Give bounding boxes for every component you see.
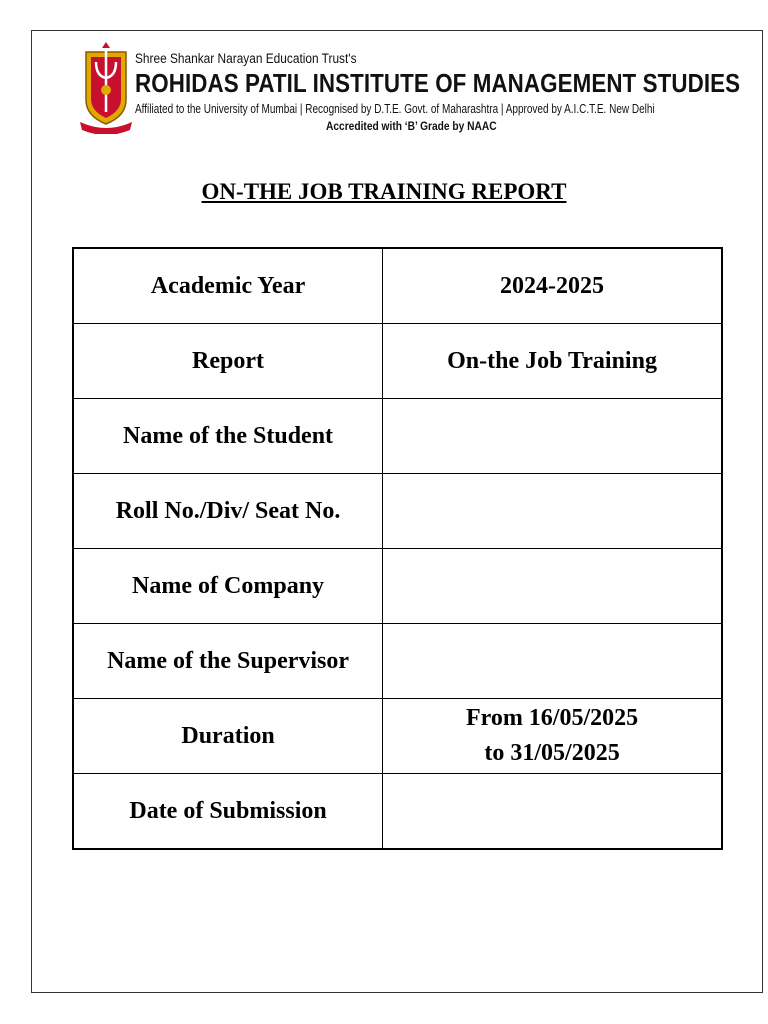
duration-to: to 31/05/2025 bbox=[484, 740, 620, 766]
table-row bbox=[73, 699, 722, 774]
roll-number-value bbox=[383, 474, 722, 549]
report-value: On-the Job Training bbox=[383, 324, 722, 399]
report-title: ON-THE JOB TRAINING REPORT bbox=[201, 179, 567, 204]
supervisor-name-value bbox=[383, 624, 722, 699]
roll-number-label: Roll No./Div/ Seat No. bbox=[73, 474, 383, 549]
table-row bbox=[73, 248, 722, 324]
table-row bbox=[73, 624, 722, 699]
accreditation-line: Accredited with ‘B’ Grade by NAAC bbox=[326, 119, 497, 133]
company-name-value bbox=[383, 549, 722, 624]
table-row bbox=[73, 399, 722, 474]
student-name-label: Name of the Student bbox=[73, 399, 383, 474]
student-name-value bbox=[383, 399, 722, 474]
duration-label: Duration bbox=[73, 699, 383, 774]
institute-name: ROHIDAS PATIL INSTITUTE OF MANAGEMENT STUDIES bbox=[135, 68, 741, 98]
trust-name: Shree Shankar Narayan Education Trust's bbox=[135, 51, 357, 66]
submission-date-value bbox=[383, 774, 722, 850]
duration-value bbox=[383, 699, 722, 774]
details-table bbox=[72, 247, 723, 850]
institute-crest-icon bbox=[78, 42, 134, 134]
report-label: Report bbox=[73, 324, 383, 399]
submission-date-label: Date of Submission bbox=[73, 774, 383, 850]
table-row bbox=[73, 549, 722, 624]
affiliation-line: Affiliated to the University of Mumbai | Recognised by D.T.E. Govt. of Maharashtra | Approved by A.I.C.T.E. New Delhi bbox=[135, 102, 655, 116]
academic-year-value: 2024-2025 bbox=[383, 248, 722, 324]
table-row bbox=[73, 774, 722, 850]
supervisor-name-label: Name of the Supervisor bbox=[73, 624, 383, 699]
academic-year-label: Academic Year bbox=[73, 248, 383, 324]
table-row bbox=[73, 324, 722, 399]
table-row bbox=[73, 474, 722, 549]
company-name-label: Name of Company bbox=[73, 549, 383, 624]
duration-from: From 16/05/2025 bbox=[465, 705, 639, 732]
